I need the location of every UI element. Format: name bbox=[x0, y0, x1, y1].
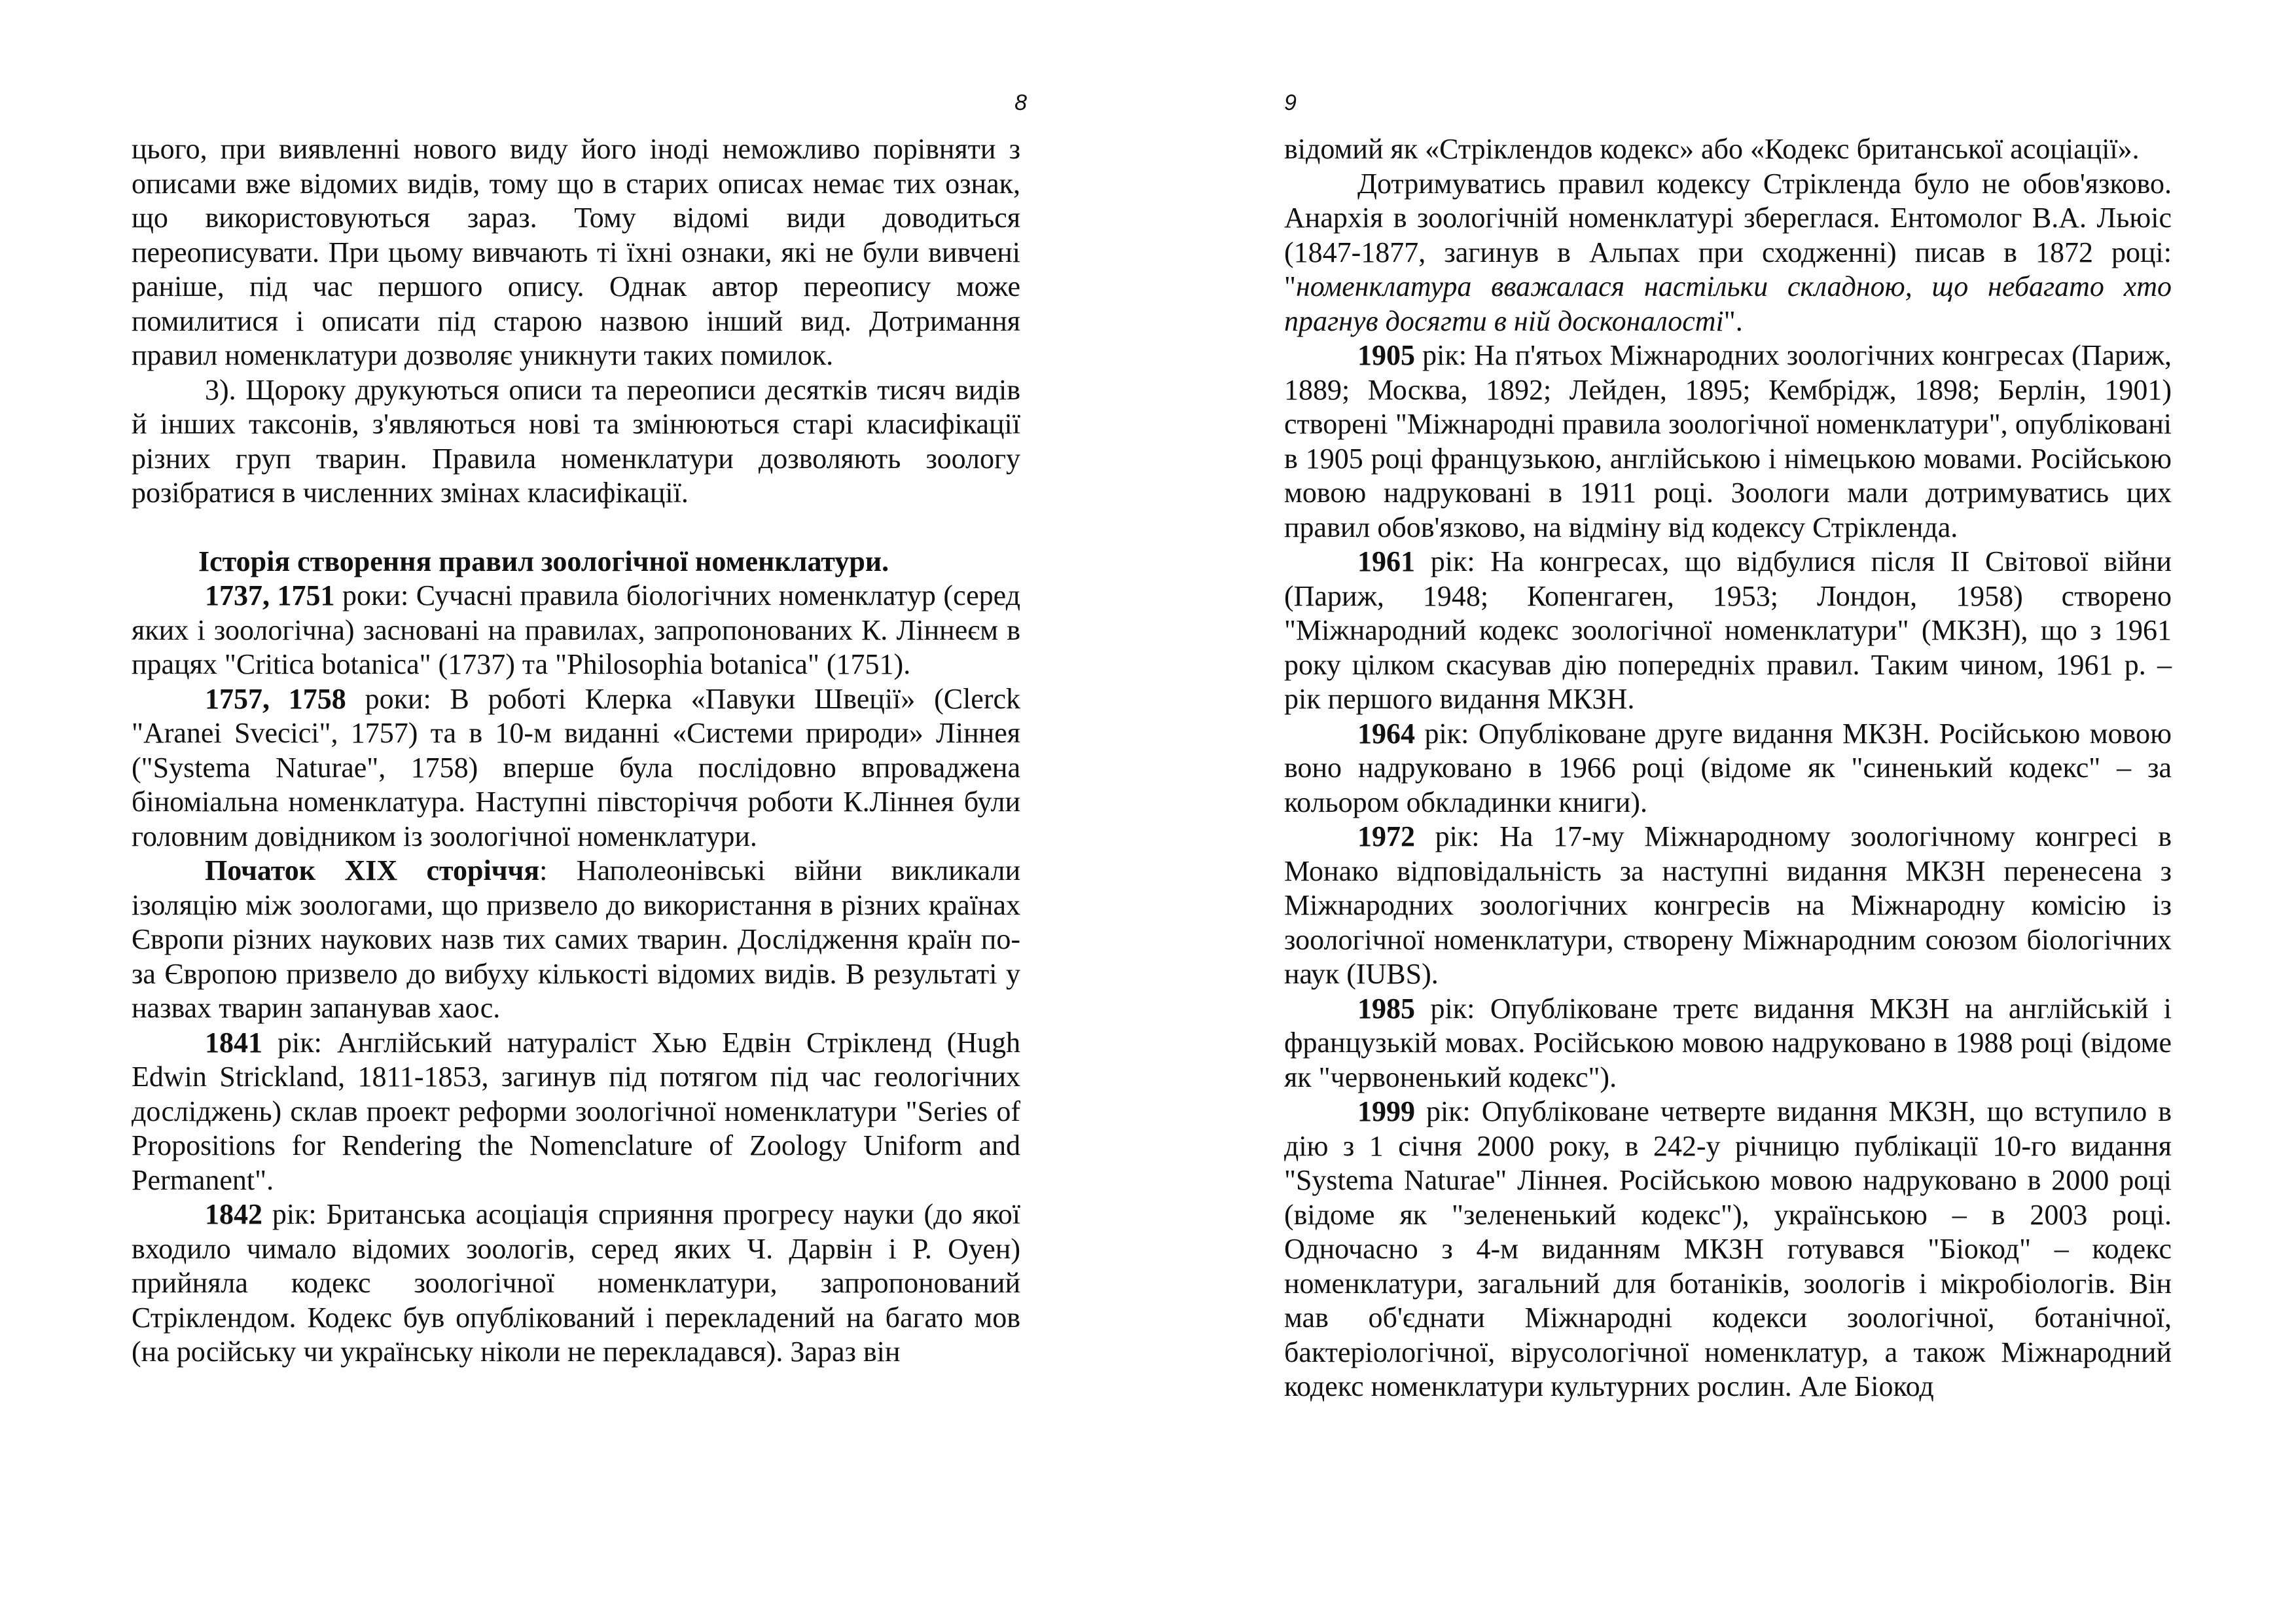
entry-text: рік: Британська асоціація сприяння прогресу науки (до якої входило чимало відомих зоологів, серед яких Ч. Дарвін і Р. Оуен) прийняла кодекс зоологічної номенклатури, запропонований Стріклендом. Кодекс був опублікований і перекладений на багато мов (на російську чи українську ніколи не перекладався). Зараз він bbox=[132, 1198, 1020, 1368]
right-page bbox=[1284, 0, 2172, 1623]
entry-text: роки: В роботі Клерка «Павуки Швеції» (Clerck "Aranei Svecici", 1757) та в 10-м виданні «Системи природи» Ліннея ("Systema Naturae", 1758) вперше була послідовно впроваджена біноміальна номенклатура. Наступні півсторіччя роботи К.Ліннея були головним довідником із зоологічної номенклатури. bbox=[132, 682, 1021, 852]
right-page-text bbox=[1284, 132, 2172, 1404]
entry-year: 1842 bbox=[205, 1198, 262, 1230]
entry-text: рік: Англійський натураліст Хью Едвін Стрікленд (Hugh Edwin Strickland, 1811-1853, загинув під потягом під час геологічних досліджень) склав проект реформи зоологічної номенклатури "Series of Propositions for Rendering the Nomenclature of Zoology Uniform and Permanent". bbox=[132, 1026, 1020, 1196]
entry-year: 1961 bbox=[1357, 545, 1415, 577]
entry-text: рік: Опубліковане четверте видання МКЗН, що вступило в дію з 1 січня 2000 року, в 242-у річницю публікації 10-го видання "Systema Naturae" Ліннея. Російською мовою надруковано в 2000 році (відоме як "зелененький кодекс"), українською – в 2003 році. Одночасно з 4-м виданням МКЗН готувався "Біокод" – кодекс номенклатури, загальний для ботаніків, зоологів і мікробіологів. Він мав об'єднати Міжнародні кодекси зоологічної, ботанічної, бактеріологічної, вірусологічної номенклатур, а також Міжнародний кодекс номенклатури культурних рослин. Але Біокод bbox=[1284, 1095, 2172, 1402]
paragraph: відомий як «Стріклендов кодекс» або «Кодекс британської асоціації». bbox=[1284, 133, 2140, 165]
entry-text: рік: Опубліковане третє видання МКЗН на англійській і французькій мовах. Російською мовою надруковано в 1988 році (відоме як "червоненький кодекс"). bbox=[1284, 992, 2172, 1093]
history-entry bbox=[132, 854, 1020, 1026]
history-entry bbox=[132, 579, 1020, 682]
entry-year: 1999 bbox=[1357, 1095, 1415, 1127]
entry-year: 1964 bbox=[1357, 717, 1415, 750]
section-heading: Історія створення правил зоологічної номенклатури. bbox=[198, 545, 889, 577]
history-entry bbox=[1284, 992, 2172, 1095]
entry-year: 1737, 1751 bbox=[205, 579, 335, 611]
entry-text: роки: Сучасні правила біологічних номенклатур (серед яких і зоологічна) засновані на правилах, запропонованих К. Ліннеєм в працях "Critica botanica" (1737) та "Philosophia botanica" (1751). bbox=[132, 579, 1021, 680]
entry-text: рік: Опубліковане друге видання МКЗН. Російською мовою воно надруковано в 1966 році (відоме як "синенький кодекс" – за кольором обкладинки книги). bbox=[1284, 717, 2172, 818]
entry-year: 1905 bbox=[1357, 339, 1415, 371]
history-entry bbox=[132, 682, 1020, 854]
history-entry bbox=[1284, 1095, 2172, 1404]
entry-year: 1841 bbox=[205, 1026, 262, 1059]
history-entry bbox=[1284, 820, 2172, 992]
entry-text: рік: На конгресах, що відбулися після II Світової війни (Париж, 1948; Копенгаген, 1953; Лондон, 1958) створено "Міжнародний кодекс зоологічної номенклатури" (МКЗН), що з 1961 року цілком скасував дію попередніх правил. Таким чином, 1961 р. – рік першого видання МКЗН. bbox=[1284, 545, 2172, 715]
history-entry bbox=[1284, 545, 2172, 717]
paragraph-text: Дотримуватись правил кодексу Стрікленда було не обов'язково. Анархія в зоологічній номенклатурі збереглася. Ентомолог В.А. Льюіс (1847-1877, загинув в Альпах при сходженні) писав в 1872 році: " bbox=[1284, 167, 2172, 302]
left-page bbox=[132, 0, 1027, 1623]
entry-year: 1972 bbox=[1357, 820, 1415, 852]
history-entry bbox=[132, 1197, 1020, 1370]
entry-text: : Наполеонівські війни викликали ізоляцію між зоологами, що призвело до використання в різних країнах Європи різних наукових назв тих самих тварин. Дослідження країн по-за Європою призвело до вибуху кількості відомих видів. В результаті у назвах тварин запанував хаос. bbox=[132, 854, 1020, 1024]
page-number: 8 bbox=[1014, 90, 1027, 115]
history-entry bbox=[132, 1026, 1020, 1198]
paragraph: цього, при виявленні нового виду його іноді неможливо порівняти з описами вже відомих видів, тому що в старих описах немає тих ознак, що використовуються зараз. Тому відомі види доводиться переописувати. При цьому вивчають ті їхні ознаки, які не були вивчені раніше, під час першого опису. Однак автор переопису може помилитися і описати під старою назвою інший вид. Дотримання правил номенклатури дозволяє уникнути таких помилок. bbox=[132, 133, 1020, 371]
left-page-text bbox=[132, 132, 1020, 1370]
entry-year: 1985 bbox=[1357, 992, 1415, 1025]
paragraph: 3). Щороку друкуються описи та переописи десятків тисяч видів й інших таксонів, з'являються нові та змінюються старі класифікації різних груп тварин. Правила номенклатури дозволяють зоологу розібратися в численних змінах класифікації. bbox=[132, 373, 1020, 509]
entry-year: Початок XIX сторіччя bbox=[205, 854, 540, 886]
entry-text: рік: На 17-му Міжнародному зоологічному конгресі в Монако відповідальність за наступні видання МКЗН перенесена з Міжнародних зоологічних конгресів на Міжнародну комісію із зоологічної номенклатури, створену Міжнародним союзом біологічних наук (IUBS). bbox=[1284, 820, 2172, 990]
quotation: номенклатура вважалася настільки складною, що небагато хто прагнув досягти в ній досконалості bbox=[1284, 270, 2172, 337]
history-entry bbox=[1284, 717, 2172, 820]
entry-text: рік: На п'ятьох Міжнародних зоологічних конгресах (Париж, 1889; Москва, 1892; Лейден, 1895; Кембрідж, 1898; Берлін, 1901) створені "Міжнародні правила зоологічної номенклатури", опубліковані в 1905 році французькою, англійською і німецькою мовами. Російською мовою надруковані в 1911 році. Зоологи мали дотримуватись цих правил обов'язково, на відміну від кодексу Стрікленда. bbox=[1284, 339, 2172, 543]
entry-year: 1757, 1758 bbox=[205, 682, 346, 715]
history-entry bbox=[1284, 338, 2172, 545]
paragraph-text: ". bbox=[1723, 304, 1743, 337]
paragraph bbox=[1284, 167, 2172, 339]
page-number: 9 bbox=[1284, 90, 1297, 115]
